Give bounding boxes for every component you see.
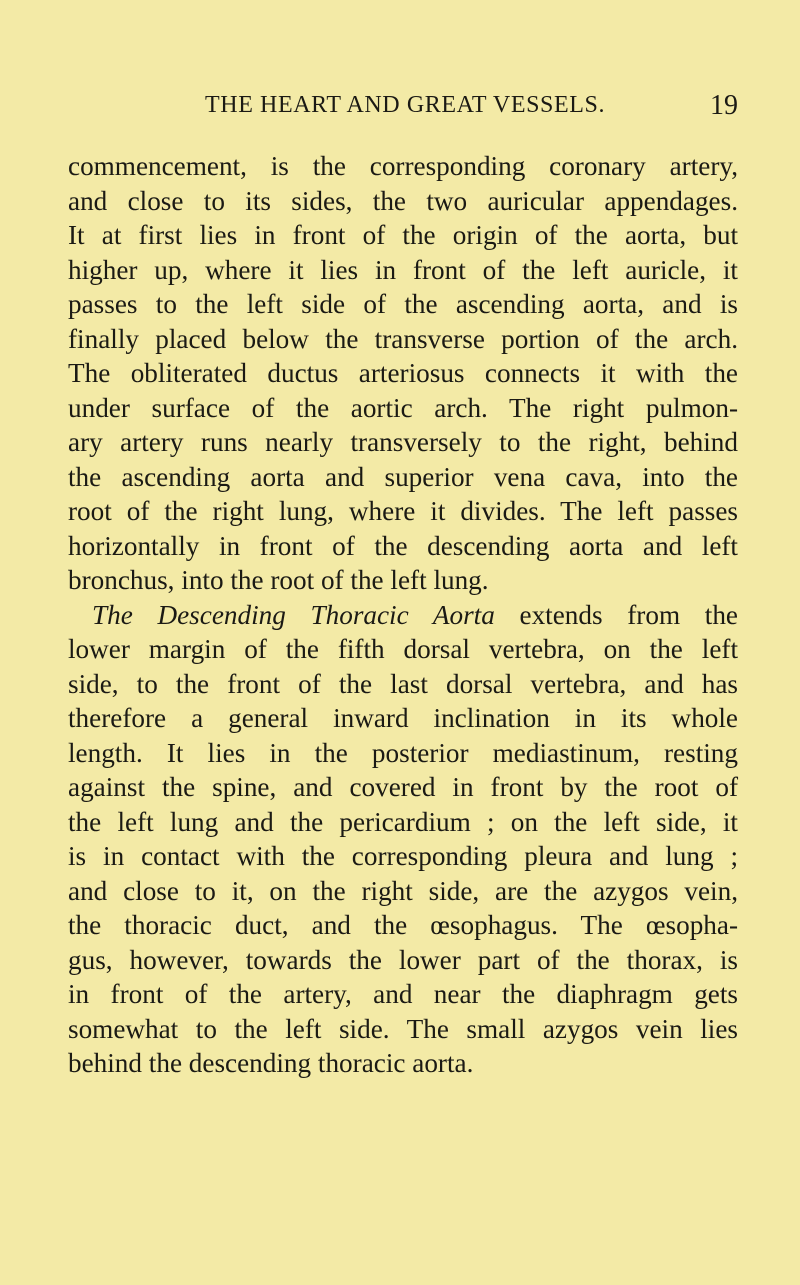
running-title: THE HEART AND GREAT VESSELS. — [205, 92, 606, 118]
text-line: and close to it, on the right side, are the azygos vein, — [68, 875, 738, 906]
text-line: root of the right lung, where it divides. The left passes — [68, 496, 738, 526]
text-line: therefore a general inward inclination in its whole — [68, 703, 738, 733]
paragraph-pulmonary-artery — [68, 149, 738, 598]
text-line: the ascending aorta and superior vena cava, into the — [68, 461, 738, 492]
body-text — [68, 149, 738, 1081]
text-line: gus, however, towards the lower part of the thorax, is — [68, 944, 738, 975]
text-line: lower margin of the fifth dorsal vertebra, on the left — [68, 634, 738, 664]
text-line: against the spine, and covered in front by the root of — [68, 772, 738, 802]
text-line: passes to the left side of the ascending aorta, and is — [68, 289, 738, 319]
text-line: ary artery runs nearly transversely to the right, behind — [68, 427, 738, 457]
text-line: under surface of the aortic arch. The right pulmon- — [68, 392, 738, 423]
text-line: side, to the front of the last dorsal vertebra, and has — [68, 668, 738, 699]
text-line: the left lung and the pericardium ; on the left side, it — [68, 806, 738, 837]
text-line-first — [68, 598, 738, 633]
text-line: in front of the artery, and near the diaphragm gets — [68, 979, 738, 1009]
text-line: finally placed below the transverse portion of the arch. — [68, 323, 738, 354]
text-line: bronchus, into the root of the left lung. — [68, 565, 489, 595]
text-line: the thoracic duct, and the œsophagus. The œsopha- — [68, 910, 738, 940]
text-line: behind the descending thoracic aorta. — [68, 1048, 474, 1078]
paragraph-descending-thoracic-aorta — [68, 598, 738, 1081]
text-line: horizontally in front of the descending aorta and left — [68, 530, 738, 561]
text-run: extends from the — [494, 599, 738, 630]
text-line: somewhat to the left side. The small azygos vein lies — [68, 1013, 738, 1044]
running-head — [68, 92, 738, 128]
text-line: commencement, is the corresponding coronary artery, — [68, 151, 738, 181]
page-number: 19 — [710, 90, 738, 121]
section-heading-italic: The Descending Thoracic Aorta — [92, 599, 495, 630]
text-line: and close to its sides, the two auricular appendages. — [68, 185, 738, 216]
text-line: higher up, where it lies in front of the left auricle, it — [68, 254, 738, 285]
text-line: It at first lies in front of the origin of the aorta, but — [68, 220, 738, 250]
text-line: The obliterated ductus arteriosus connects it with the — [68, 358, 738, 388]
text-line: is in contact with the corresponding pleura and lung ; — [68, 841, 738, 871]
text-line: length. It lies in the posterior mediastinum, resting — [68, 737, 738, 768]
